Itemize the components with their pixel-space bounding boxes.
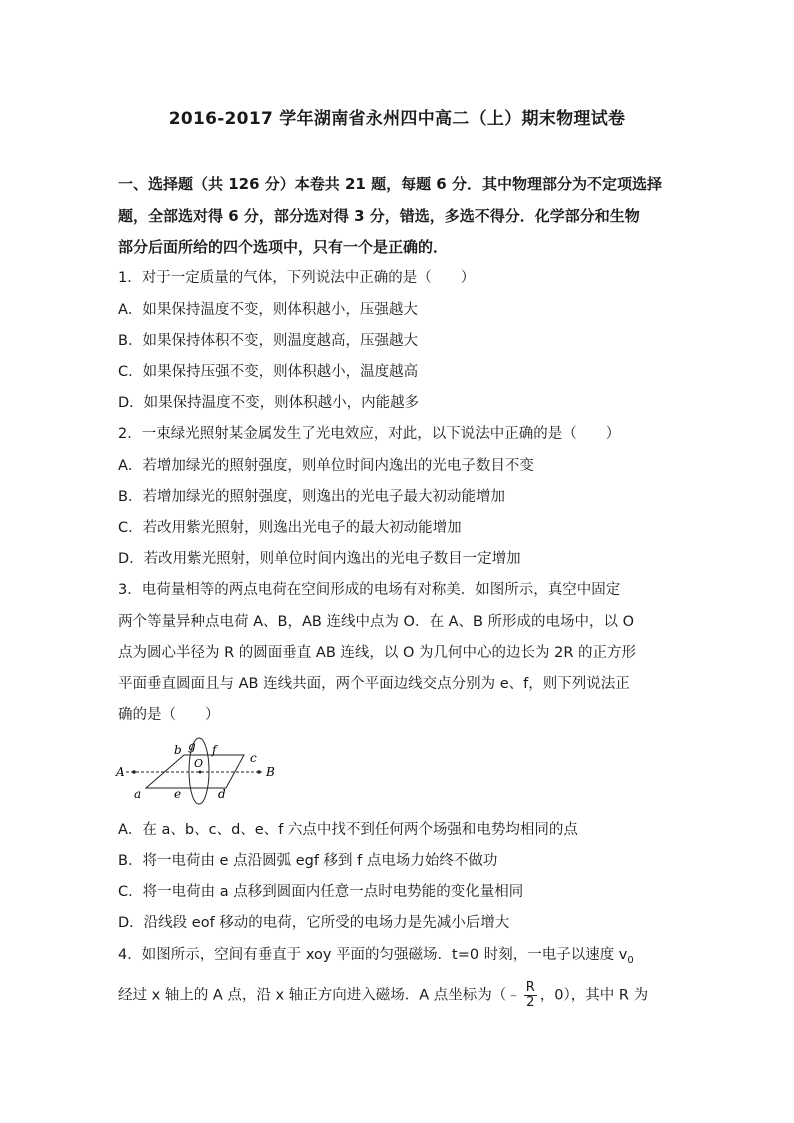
question-2-option-a: A．若增加绿光的照射强度，则单位时间内逸出的光电子数目不变: [118, 458, 534, 474]
section-instruction-line-1: 一、选择题（共 126 分）本卷共 21 题，每题 6 分．其中物理部分为不定项选择: [118, 175, 662, 193]
question-4-line-2-before: 经过 x 轴上的 A 点，沿 x 轴正方向进入磁场．A 点坐标为（﹣: [118, 987, 521, 1004]
question-4-stem-line-1: [118, 945, 678, 971]
question-1-stem: 1．对于一定质量的气体，下列说法中正确的是（ ）: [118, 270, 476, 286]
label-point-a: a: [134, 787, 142, 801]
question-3-option-c: C．将一电荷由 a 点移到圆面内任意一点时电势能的变化量相同: [118, 884, 524, 900]
question-3-option-b: B．将一电荷由 e 点沿圆弧 egf 移到 f 点电场力始终不做功: [118, 853, 498, 869]
question-4-line-2-after: ，0），其中 R 为: [539, 987, 649, 1004]
fraction-numerator: R: [525, 980, 535, 995]
label-point-e: e: [174, 787, 182, 801]
question-2-stem: 2．一束绿光照射某金属发生了光电效应，对此，以下说法中正确的是（ ）: [118, 426, 621, 442]
question-1-option-b: B．如果保持体积不变，则温度越高，压强越大: [118, 333, 418, 349]
question-2-option-d: D．若改用紫光照射，则单位时间内逸出的光电子数目一定增加: [118, 551, 521, 567]
question-3-option-a: A．在 a、b、c、d、e、f 六点中找不到任何两个场强和电势均相同的点: [118, 822, 578, 838]
question-3-stem-line-4: 平面垂直圆面且与 AB 连线共面，两个平面边线交点分别为 e、f，则下列说法正: [118, 676, 630, 692]
label-point-g: g: [188, 739, 196, 753]
question-3-stem-line-5: 确的是（ ）: [118, 707, 220, 723]
question-1-option-c: C．如果保持压强不变，则体积越小，温度越高: [118, 364, 419, 380]
question-1-option-a: A．如果保持温度不变，则体积越小，压强越大: [118, 302, 418, 318]
charge-field-figure: [112, 736, 292, 812]
question-4-stem-line-2: [118, 981, 678, 1010]
question-1-option-d: D．如果保持温度不变，则体积越小，内能越多: [118, 395, 420, 411]
label-point-b: b: [174, 743, 182, 757]
label-a-charge: A: [116, 765, 125, 779]
v0-subscript: 0: [627, 954, 634, 966]
question-3-option-d: D．沿线段 eof 移动的电荷，它所受的电场力是先减小后增大: [118, 915, 510, 931]
label-b-charge: B: [266, 765, 275, 779]
question-2-option-c: C．若改用紫光照射，则逸出光电子的最大初动能增加: [118, 520, 462, 536]
label-point-f: f: [212, 743, 217, 757]
question-3-stem-line-3: 点为圆心半径为 R 的圆面垂直 AB 连线，以 O 为几何中心的边长为 2R 的正方形: [118, 645, 637, 661]
page-title: 2016-2017 学年湖南省永州四中高二（上）期末物理试卷: [168, 109, 626, 129]
label-point-c: c: [250, 751, 257, 765]
r-over-2-fraction: [524, 981, 537, 1010]
question-3-stem-line-2: 两个等量异种点电荷 A、B，AB 连线中点为 O．在 A、B 所形成的电场中，以 O: [118, 614, 635, 630]
question-2-option-b: B．若增加绿光的照射强度，则逸出的光电子最大初动能增加: [118, 489, 505, 505]
label-o: O: [194, 757, 204, 770]
center-o-dot: [199, 771, 202, 774]
fraction-denominator: 2: [526, 995, 535, 1010]
question-3-stem-line-1: 3．电荷量相等的两点电荷在空间形成的电场有对称美．如图所示，真空中固定: [118, 582, 621, 598]
charge-b-dot: [257, 770, 261, 774]
question-4-line-1-text: 4．如图所示，空间有垂直于 xoy 平面的匀强磁场．t=0 时刻，一电子以速度 v: [118, 947, 628, 963]
label-point-d: d: [218, 787, 226, 801]
section-instruction-line-3: 部分后面所给的四个选项中，只有一个是正确的．: [118, 238, 449, 256]
section-instruction-line-2: 题，全部选对得 6 分，部分选对得 3 分，错选，多选不得分．化学部分和生物: [118, 207, 640, 225]
charge-a-dot: [132, 770, 136, 774]
